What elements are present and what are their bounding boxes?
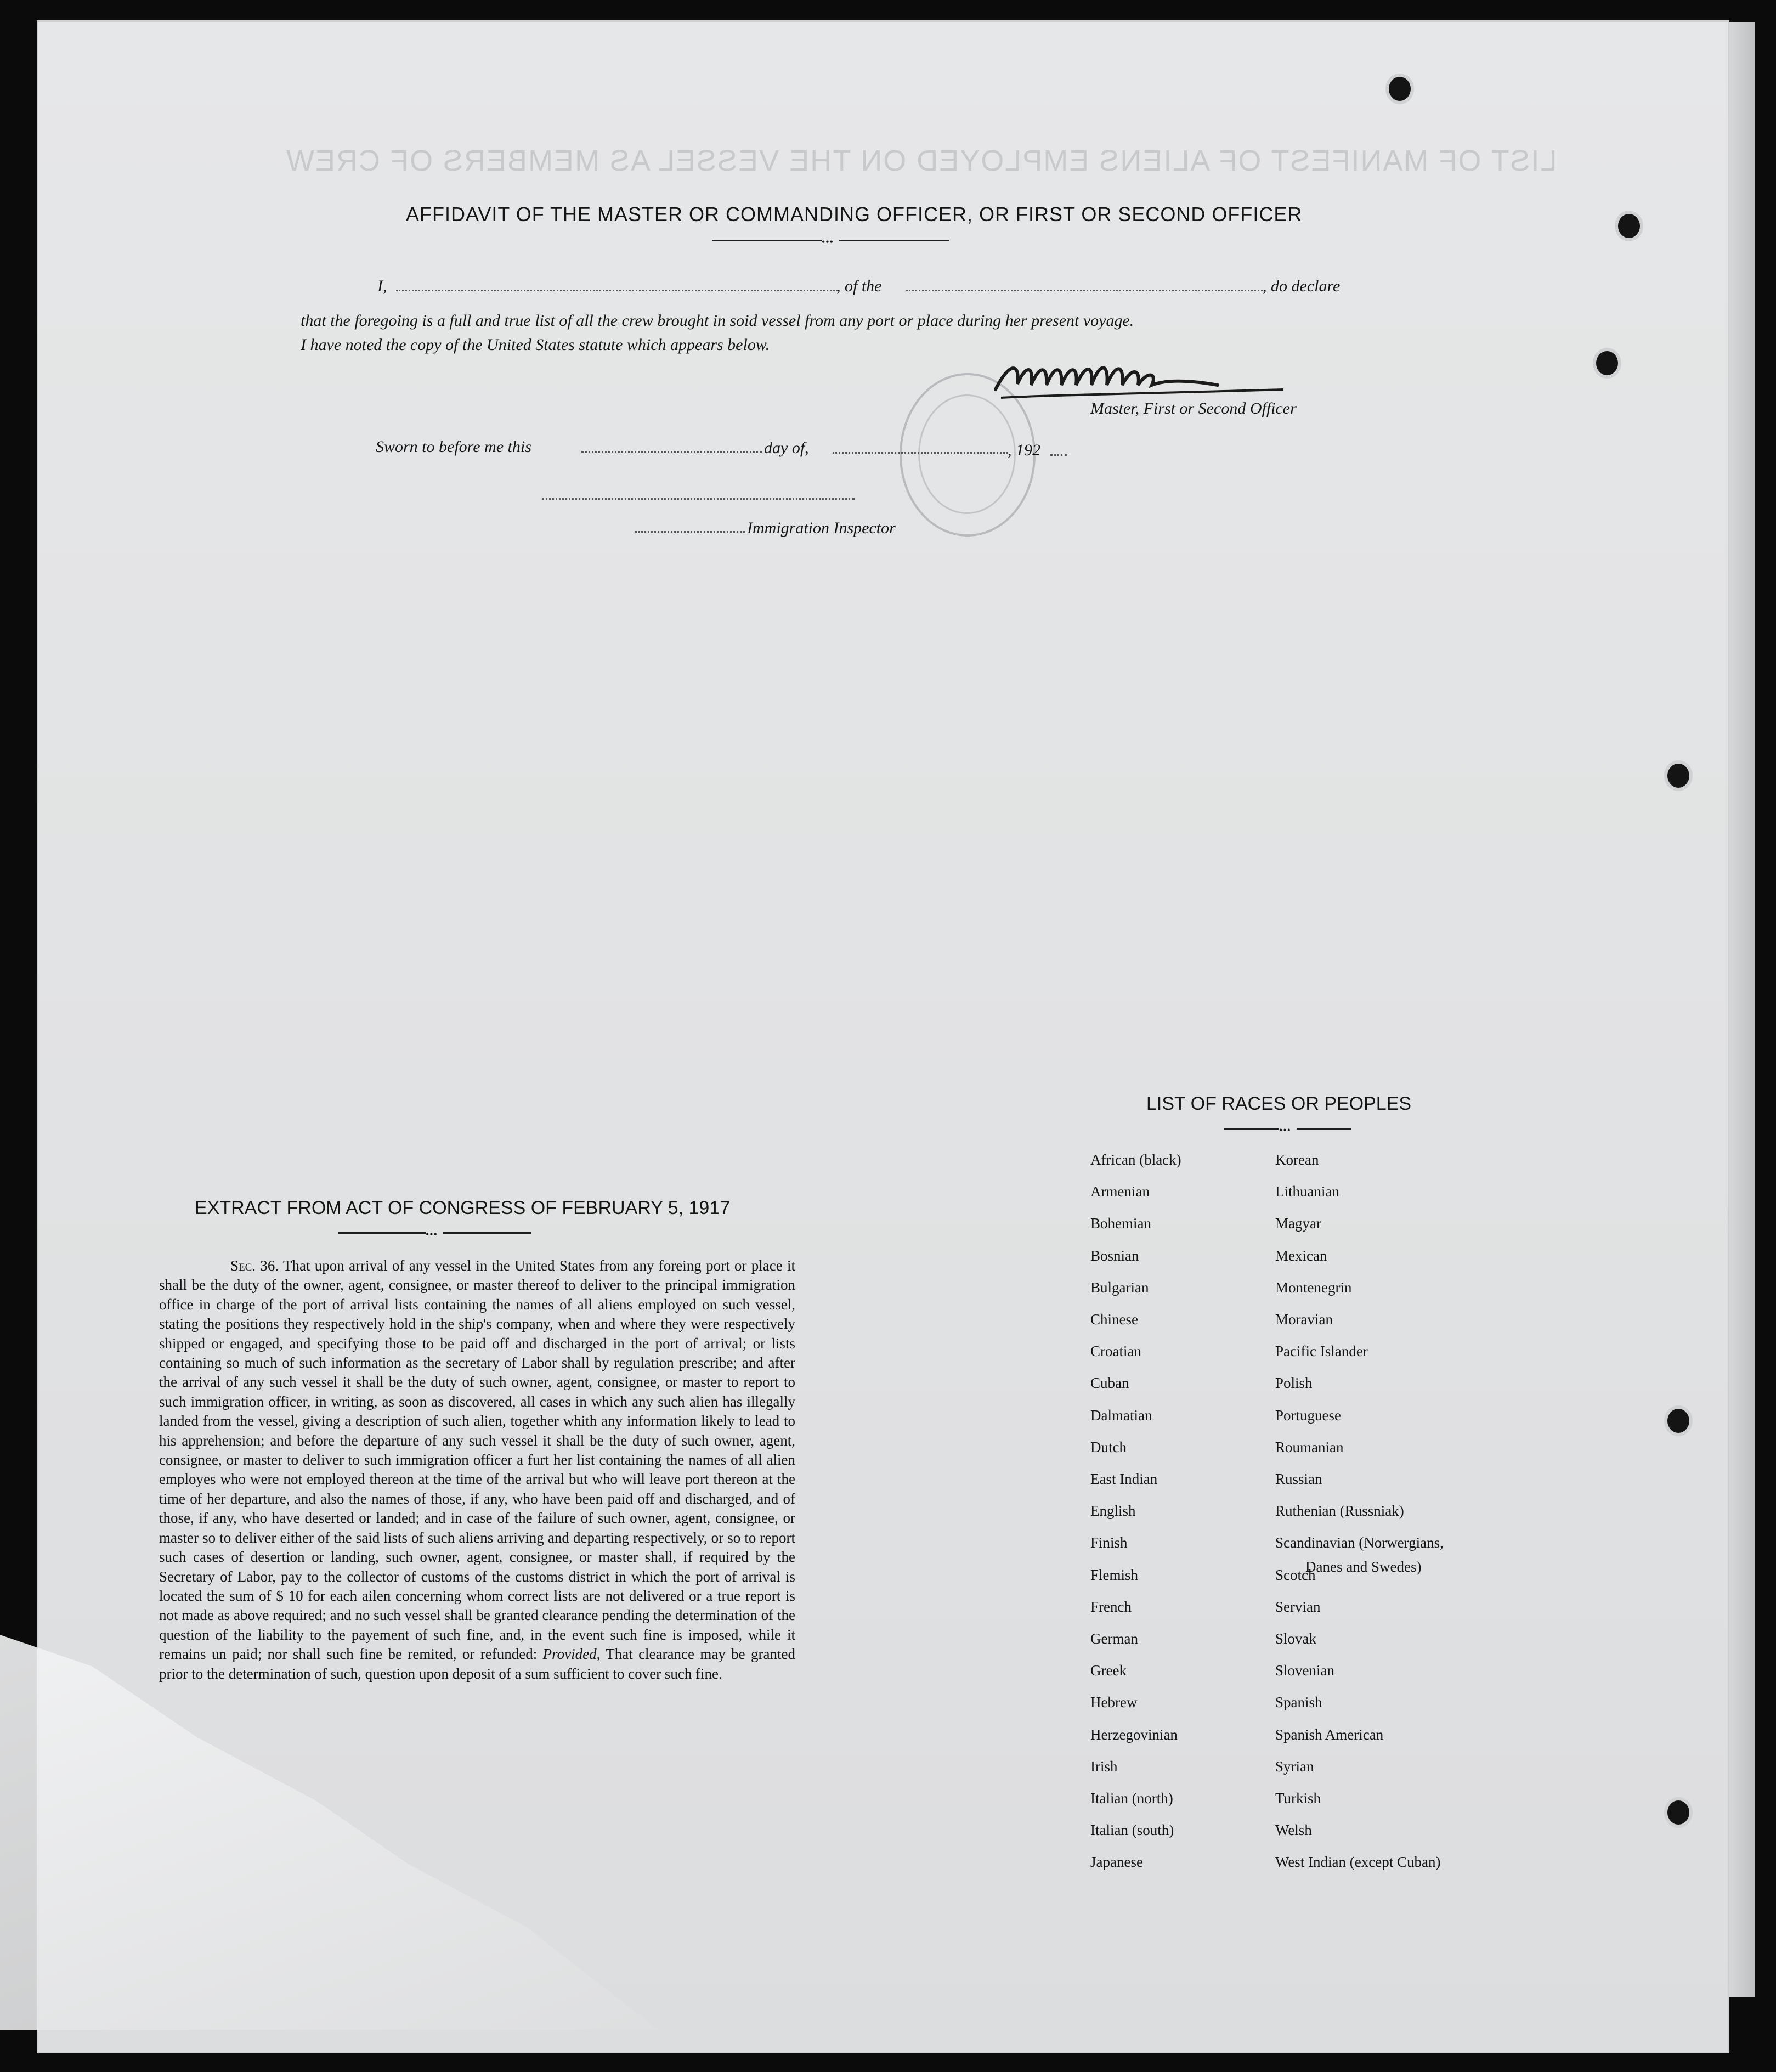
immigration-inspector-label: Immigration Inspector bbox=[747, 519, 896, 537]
extract-title-ornament: ••• bbox=[338, 1232, 531, 1234]
race-scandinavian-line2: Danes and Swedes) bbox=[1305, 1559, 1422, 1575]
race-item: Dalmatian bbox=[1090, 1407, 1152, 1424]
race-item: English bbox=[1090, 1503, 1136, 1520]
race-item: Welsh bbox=[1275, 1822, 1312, 1839]
day-of-label: day of, bbox=[764, 439, 809, 457]
inspector-short-blank bbox=[635, 531, 745, 533]
race-item: West Indian (except Cuban) bbox=[1275, 1854, 1441, 1871]
inspector-signature-blank bbox=[542, 498, 855, 500]
name-blank bbox=[396, 290, 838, 291]
affidavit-declaration-line2: I have noted the copy of the United States statute which appears below. bbox=[301, 336, 770, 354]
race-item: Russian bbox=[1275, 1471, 1322, 1487]
binding-hole bbox=[1667, 764, 1689, 788]
race-item: Herzegovinian bbox=[1090, 1726, 1178, 1743]
section-label: Sec. 36. bbox=[230, 1257, 279, 1274]
binding-hole bbox=[1667, 1409, 1689, 1433]
race-item: Finish bbox=[1090, 1534, 1128, 1551]
race-item: Bohemian bbox=[1090, 1215, 1151, 1232]
year-blank bbox=[1050, 454, 1067, 456]
race-item: Moravian bbox=[1275, 1311, 1333, 1328]
race-item: Italian (south) bbox=[1090, 1822, 1174, 1839]
races-title-ornament: ••• bbox=[1224, 1128, 1351, 1130]
affidavit-do-declare-label: , do declare bbox=[1263, 277, 1341, 295]
race-item: Slovak bbox=[1275, 1630, 1317, 1647]
race-item: Korean bbox=[1275, 1151, 1319, 1168]
sworn-label: Sworn to before me this bbox=[376, 438, 531, 456]
race-item: Croatian bbox=[1090, 1343, 1141, 1360]
race-item: Chinese bbox=[1090, 1311, 1138, 1328]
race-item: Greek bbox=[1090, 1662, 1127, 1679]
affidavit-title-ornament: ••• bbox=[712, 240, 949, 242]
race-item: East Indian bbox=[1090, 1471, 1158, 1487]
race-item: Hebrew bbox=[1090, 1694, 1138, 1711]
race-item: Scandinavian (Norwergians, bbox=[1275, 1534, 1444, 1551]
race-item: Montenegrin bbox=[1275, 1279, 1352, 1296]
act-body-part1: That upon arrival of any vessel in the United States from any foreing port or place it shall be the duty of the owner, agent, consignee, or master thereof to deliver to the principal immigration office in charge of the port of arrival lists containing the names of all aliens employed on such vessel, stating the positions they respectively hold in the ship's company, when and where they were respectively shipped or engaged, and specifying those to be paid off and discharged in the port of arrival; or lists containing so much of such information as the secretary of Labor shall by regulation prescribe; and after the arrival of any such vessel it shall be the duty of such owner, agent, consignee, or master to report to such immigration officer, in writing, as soon as discovered, all cases in which any such alien has illegally landed from the vessel, giving a description of such alien, together whith any information likely to lead to his apprehension; and before the departure of any such vessel it shall be the duty of such owner, agent, consignee, or master to deliver to such immigration officer a furt her list containing the names of all alien employes who were not employed thereon at the time of the arrival but who will leave port thereon at the time of her departure, and also the names of those, if any, who have been paid off and discharged, and of those, if any, who have deserted or landed; and in case of the failure of such owner, agent, consignee, or master so to deliver either of the said lists of such aliens arriving and departing respectively, or so to report such cases of desertion or landing, such owner, agent, consignee, or master shall, if required by the Secretary of Labor, pay to the collector of customs of the customs district in which the port of arrival is located the sum of $ 10 for each ailen concerning whom correct lists are not delivered or a true report is not made as above required; and no such vessel shall be granted clearance pending the determination of the question of the liability to the payement of such fine, and, in the event such fine is imposed, while it remains un paid; nor shall such fine be remited, or refunded: bbox=[159, 1257, 796, 1663]
races-title: LIST OF RACES OR PEOPLES bbox=[1146, 1093, 1412, 1114]
extract-title: EXTRACT FROM ACT OF CONGRESS OF FEBRUARY 5, 1917 bbox=[195, 1198, 731, 1218]
race-item: German bbox=[1090, 1630, 1138, 1647]
sworn-day-blank bbox=[581, 451, 762, 453]
race-item: Irish bbox=[1090, 1758, 1118, 1775]
race-item: Armenian bbox=[1090, 1183, 1150, 1200]
handwritten-signature bbox=[987, 351, 1294, 406]
race-item: Magyar bbox=[1275, 1215, 1321, 1232]
act-body-part2: That clearance may be granted prior to the determination of such, question upon deposit of a sum sufficient to cover such fine. bbox=[159, 1646, 795, 1682]
affidavit-i-label: I, bbox=[377, 277, 387, 295]
race-item: Pacific Islander bbox=[1275, 1343, 1368, 1360]
affidavit-declaration-line1: that the foregoing is a full and true list of all the crew brought in soid vessel from any port or place during her present voyage. bbox=[301, 312, 1134, 330]
sworn-month-blank bbox=[833, 452, 1008, 454]
race-item: Bulgarian bbox=[1090, 1279, 1149, 1296]
vessel-blank bbox=[906, 290, 1263, 291]
race-item: Servian bbox=[1275, 1598, 1321, 1615]
race-item: Slovenian bbox=[1275, 1662, 1334, 1679]
race-item: African (black) bbox=[1090, 1151, 1181, 1168]
race-item: Spanish bbox=[1275, 1694, 1322, 1711]
race-item: Polish bbox=[1275, 1375, 1313, 1392]
race-item: Portuguese bbox=[1275, 1407, 1341, 1424]
race-item: Syrian bbox=[1275, 1758, 1314, 1775]
race-item: Flemish bbox=[1090, 1566, 1139, 1583]
binding-hole bbox=[1389, 77, 1411, 101]
race-item: Spanish American bbox=[1275, 1726, 1384, 1743]
race-item: Scotch bbox=[1275, 1566, 1316, 1583]
act-section-36-text bbox=[159, 1256, 795, 1684]
race-item: Bosnian bbox=[1090, 1247, 1139, 1264]
affidavit-of-the-label: , of the bbox=[836, 277, 882, 295]
race-item: Lithuanian bbox=[1275, 1183, 1339, 1200]
race-item: Dutch bbox=[1090, 1438, 1127, 1455]
binding-hole bbox=[1667, 1800, 1689, 1825]
race-item: Italian (north) bbox=[1090, 1790, 1173, 1806]
race-item: Mexican bbox=[1275, 1247, 1327, 1264]
provided-word: Provided, bbox=[542, 1646, 601, 1663]
year-label: , 192 bbox=[1008, 441, 1040, 459]
affidavit-title: AFFIDAVIT OF THE MASTER OR COMMANDING OFFICER, OR FIRST OR SECOND OFFICER bbox=[406, 203, 1303, 225]
race-item: Turkish bbox=[1275, 1790, 1321, 1806]
bleed-through-heading: LIST OF MANIFEST OF ALIENS EMPLOYED ON THE VESSEL AS MEMBERS OF CREW bbox=[285, 144, 1557, 177]
race-item: French bbox=[1090, 1598, 1132, 1615]
race-item: Japanese bbox=[1090, 1854, 1143, 1871]
signer-role-label: Master, First or Second Officer bbox=[1090, 399, 1297, 417]
race-item: Cuban bbox=[1090, 1375, 1129, 1392]
binding-hole bbox=[1596, 351, 1618, 375]
binding-hole bbox=[1618, 214, 1640, 238]
race-item: Roumanian bbox=[1275, 1438, 1344, 1455]
race-item: Ruthenian (Russniak) bbox=[1275, 1503, 1404, 1520]
